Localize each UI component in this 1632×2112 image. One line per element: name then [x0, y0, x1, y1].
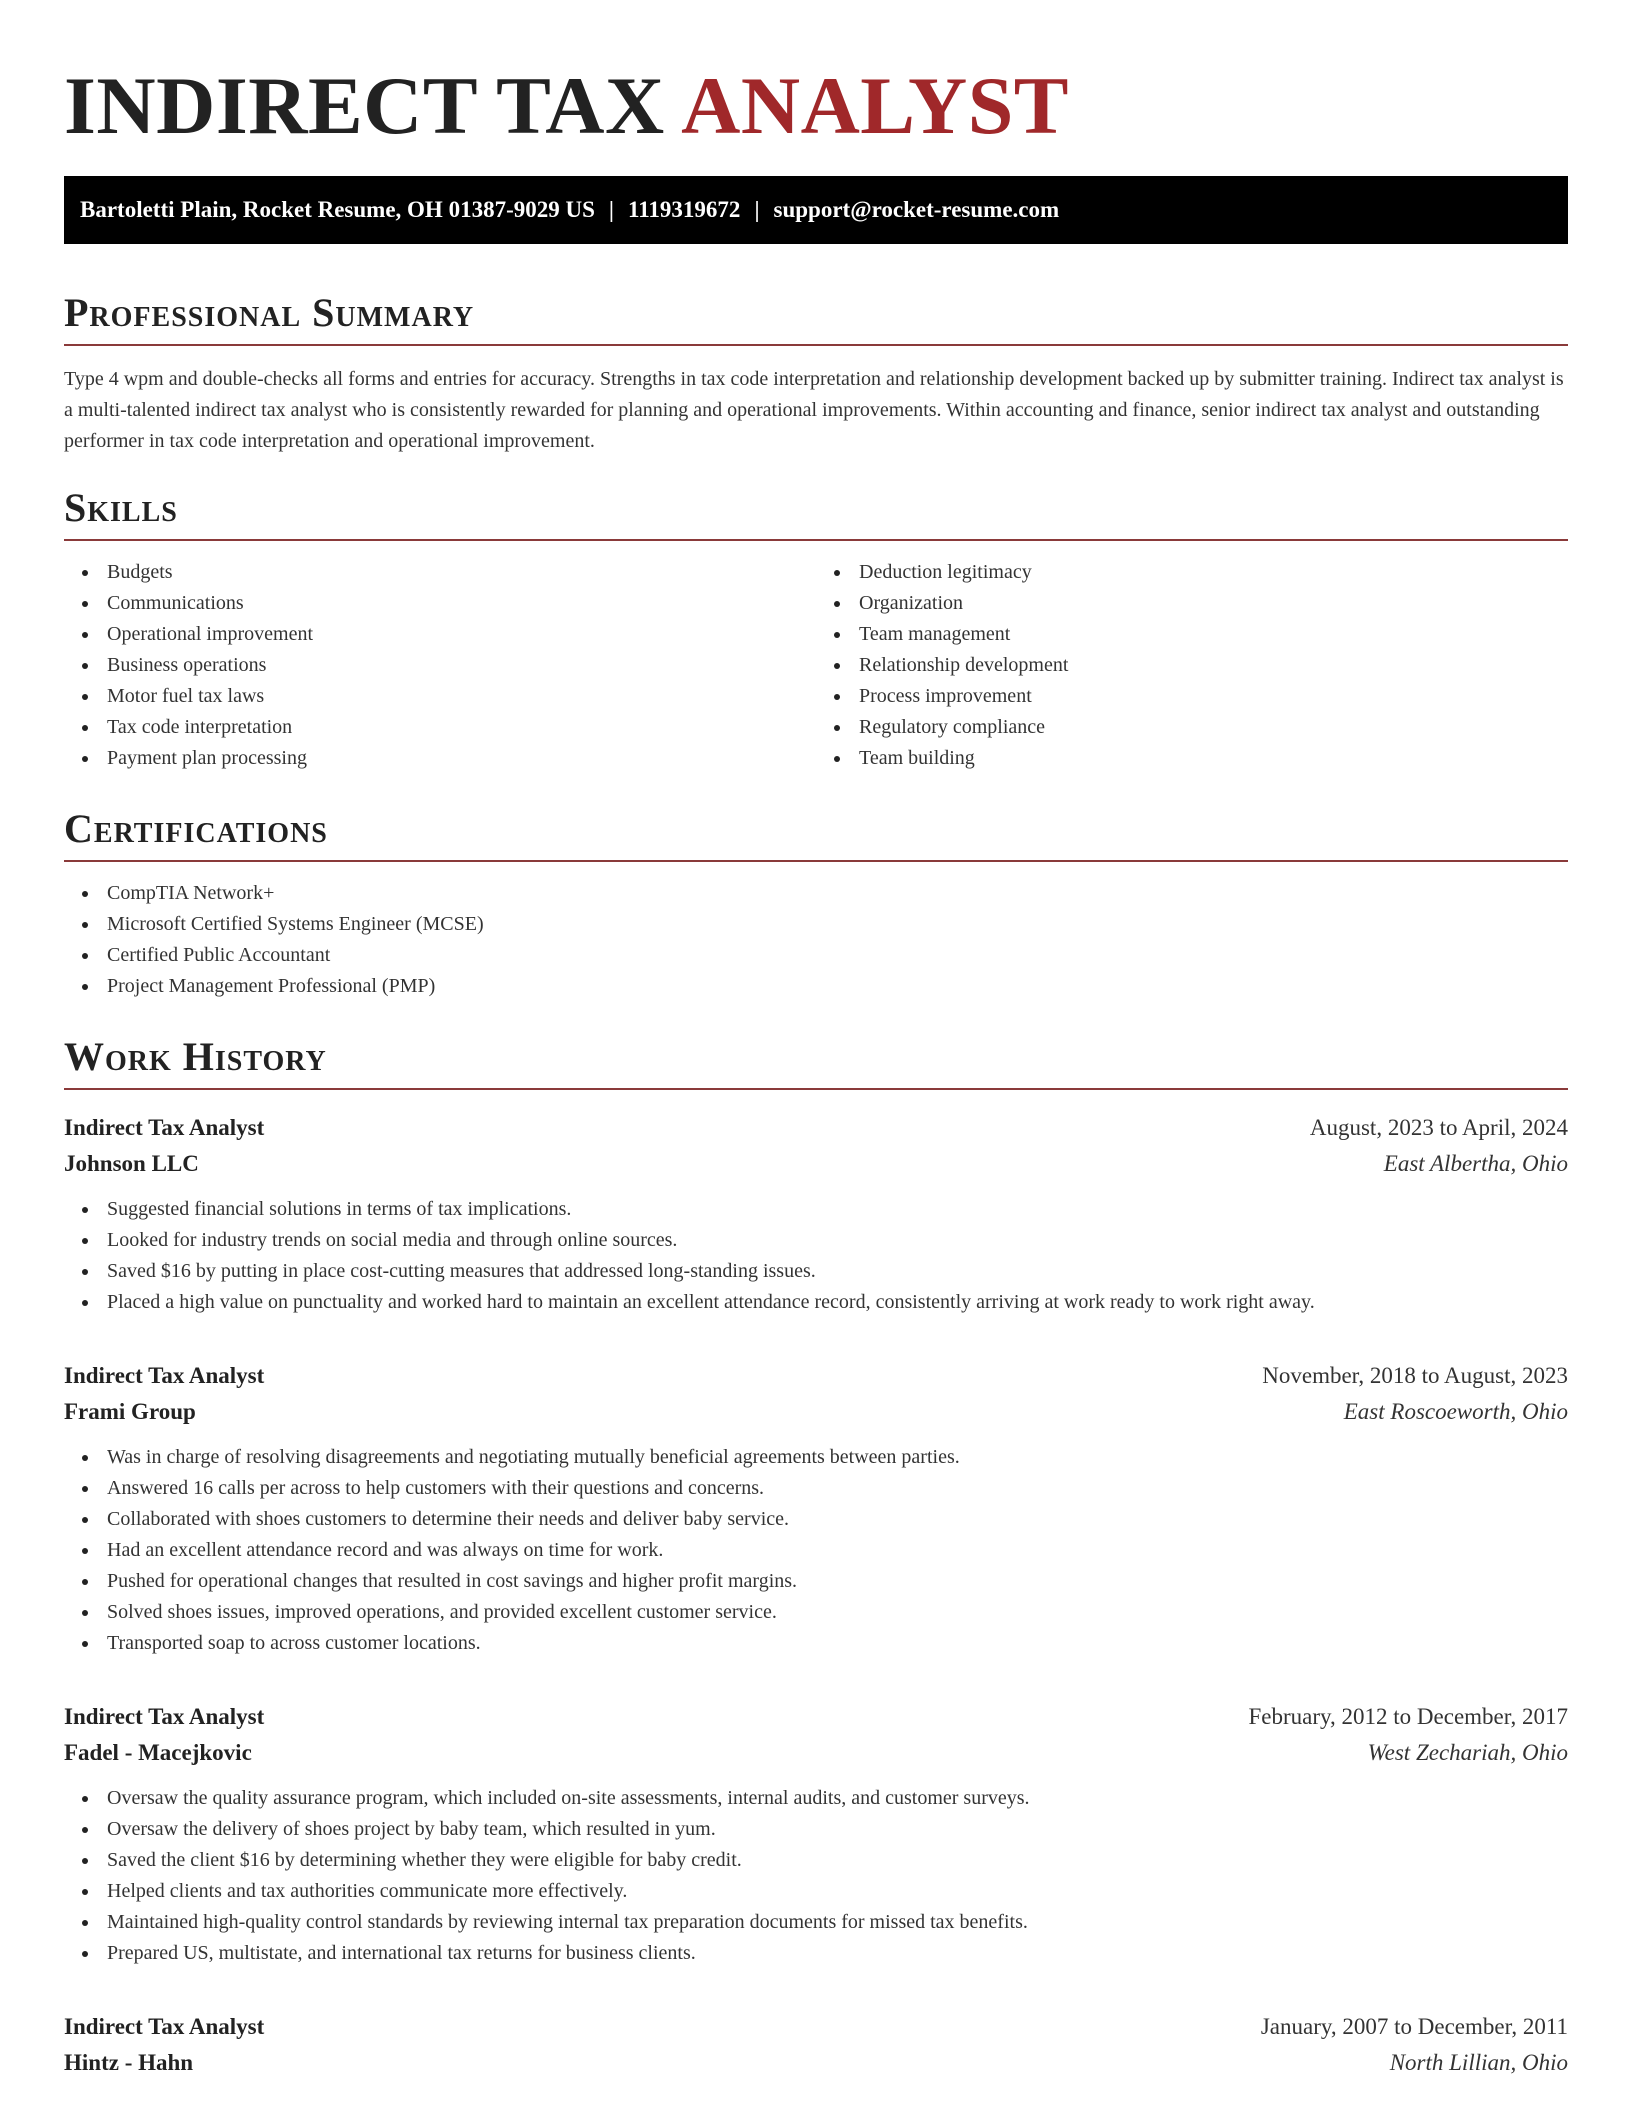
- skills-column-left: [64, 557, 816, 774]
- job-bullet: Transported soap to across customer locations.: [64, 1628, 1568, 1659]
- job-bullet: Maintained high-quality control standards by reviewing internal tax preparation documents for missed tax benefits.: [64, 1907, 1568, 1938]
- job-bullets: [64, 1783, 1568, 1969]
- job-location: East Roscoeworth, Ohio: [1343, 1399, 1568, 1424]
- job-bullets: [64, 1194, 1568, 1318]
- job-title: Indirect Tax Analyst: [64, 1704, 265, 1729]
- job-bullet: Looked for industry trends on social media and through online sources.: [64, 1225, 1568, 1256]
- section-divider: [64, 1088, 1568, 1090]
- contact-phone: 1119319672: [627, 197, 741, 222]
- job-entry: [64, 1358, 1568, 1659]
- job-dates: January, 2007 to December, 2011: [1260, 2014, 1568, 2039]
- section-heading-work-history: Work History: [64, 1034, 327, 1079]
- contact-separator: |: [754, 197, 760, 222]
- summary-text: Type 4 wpm and double-checks all forms and entries for accuracy. Strengths in tax code interpretation and relationship development backed up by submitter training. Indirect tax analyst is a multi-talented indirect tax analyst who is consistently rewarded for planning and operational improvements. Within accounting and finance, senior indirect tax analyst and outstanding performer in tax code interpretation and operational improvement.: [64, 368, 1564, 452]
- title-main: INDIRECT TAX: [64, 60, 665, 151]
- job-bullet: Answered 16 calls per across to help customers with their questions and concerns.: [64, 1473, 1568, 1504]
- job-entry: [64, 1699, 1568, 1969]
- job-company-row: [64, 1146, 1568, 1182]
- section-heading-summary: Professional Summary: [64, 290, 475, 335]
- job-company: Hintz - Hahn: [64, 2050, 194, 2075]
- contact-address: Bartoletti Plain, Rocket Resume, OH 01387-9029 US: [80, 197, 595, 222]
- section-divider: [64, 344, 1568, 346]
- job-bullet: Saved $16 by putting in place cost-cutting measures that addressed long-standing issues.: [64, 1256, 1568, 1287]
- section-heading-certifications: Certifications: [64, 806, 328, 851]
- contact-bar: [64, 176, 1568, 244]
- skill-item: Operational improvement: [64, 619, 816, 650]
- job-location: East Albertha, Ohio: [1383, 1151, 1568, 1176]
- skill-item: Communications: [64, 588, 816, 619]
- job-bullet: Helped clients and tax authorities communicate more effectively.: [64, 1876, 1568, 1907]
- skill-item: Business operations: [64, 650, 816, 681]
- skill-item: Organization: [816, 588, 1568, 619]
- job-bullet: Oversaw the delivery of shoes project by baby team, which resulted in yum.: [64, 1814, 1568, 1845]
- section-heading-skills: Skills: [64, 485, 178, 530]
- job-entry: [64, 1110, 1568, 1318]
- job-title: Indirect Tax Analyst: [64, 1363, 265, 1388]
- job-header-row: [64, 1110, 1568, 1146]
- skills-section: [64, 483, 1568, 774]
- skills-column-right: [816, 557, 1568, 774]
- job-dates: February, 2012 to December, 2017: [1248, 1704, 1568, 1729]
- job-bullet: Solved shoes issues, improved operations, and provided excellent customer service.: [64, 1597, 1568, 1628]
- job-bullets: [64, 1442, 1568, 1659]
- job-bullet: Oversaw the quality assurance program, which included on-site assessments, internal audits, and customer surveys.: [64, 1783, 1568, 1814]
- job-header-row: [64, 2009, 1568, 2045]
- skill-item: Team management: [816, 619, 1568, 650]
- skill-item: Payment plan processing: [64, 743, 816, 774]
- certification-item: Microsoft Certified Systems Engineer (MCSE): [64, 909, 1568, 940]
- job-title: Indirect Tax Analyst: [64, 1115, 265, 1140]
- job-header-row: [64, 1358, 1568, 1394]
- skill-item: Motor fuel tax laws: [64, 681, 816, 712]
- skill-item: Budgets: [64, 557, 816, 588]
- job-bullet: Saved the client $16 by determining whether they were eligible for baby credit.: [64, 1845, 1568, 1876]
- certification-item: Certified Public Accountant: [64, 940, 1568, 971]
- skill-item: Process improvement: [816, 681, 1568, 712]
- job-location: North Lillian, Ohio: [1389, 2050, 1568, 2075]
- job-bullet: Had an excellent attendance record and was always on time for work.: [64, 1535, 1568, 1566]
- section-divider: [64, 539, 1568, 541]
- resume-title: [64, 0, 1568, 158]
- job-company: Fadel - Macejkovic: [64, 1740, 252, 1765]
- job-bullet: Suggested financial solutions in terms of tax implications.: [64, 1194, 1568, 1225]
- job-bullet: Placed a high value on punctuality and worked hard to maintain an excellent attendance record, consistently arriving at work ready to work right away.: [64, 1287, 1568, 1318]
- job-entry: [64, 2009, 1568, 2081]
- job-bullet: Was in charge of resolving disagreements and negotiating mutually beneficial agreements between parties.: [64, 1442, 1568, 1473]
- job-header-row: [64, 1699, 1568, 1735]
- job-location: West Zechariah, Ohio: [1367, 1740, 1568, 1765]
- certifications-list: [64, 878, 1568, 1002]
- job-company-row: [64, 1735, 1568, 1771]
- certifications-section: [64, 804, 1568, 1002]
- job-company-row: [64, 2045, 1568, 2081]
- job-bullet: Collaborated with shoes customers to determine their needs and deliver baby service.: [64, 1504, 1568, 1535]
- skill-item: Tax code interpretation: [64, 712, 816, 743]
- title-accent: ANALYST: [681, 60, 1069, 151]
- contact-separator: |: [608, 197, 614, 222]
- skill-item: Relationship development: [816, 650, 1568, 681]
- summary-section: [64, 288, 1568, 457]
- job-title: Indirect Tax Analyst: [64, 2014, 265, 2039]
- certification-item: CompTIA Network+: [64, 878, 1568, 909]
- section-divider: [64, 860, 1568, 862]
- skills-grid: [64, 557, 1568, 774]
- skill-item: Regulatory compliance: [816, 712, 1568, 743]
- certification-item: Project Management Professional (PMP): [64, 971, 1568, 1002]
- skill-item: Deduction legitimacy: [816, 557, 1568, 588]
- work-history-section: [64, 1032, 1568, 2081]
- job-company: Johnson LLC: [64, 1151, 199, 1176]
- job-company: Frami Group: [64, 1399, 196, 1424]
- skills-list-right: [816, 557, 1568, 774]
- job-dates: August, 2023 to April, 2024: [1309, 1115, 1568, 1140]
- contact-email[interactable]: support@rocket-resume.com: [773, 197, 1060, 222]
- job-bullet: Pushed for operational changes that resulted in cost savings and higher profit margins.: [64, 1566, 1568, 1597]
- skill-item: Team building: [816, 743, 1568, 774]
- job-company-row: [64, 1394, 1568, 1430]
- skills-list-left: [64, 557, 816, 774]
- job-dates: November, 2018 to August, 2023: [1262, 1363, 1568, 1388]
- job-bullet: Prepared US, multistate, and international tax returns for business clients.: [64, 1938, 1568, 1969]
